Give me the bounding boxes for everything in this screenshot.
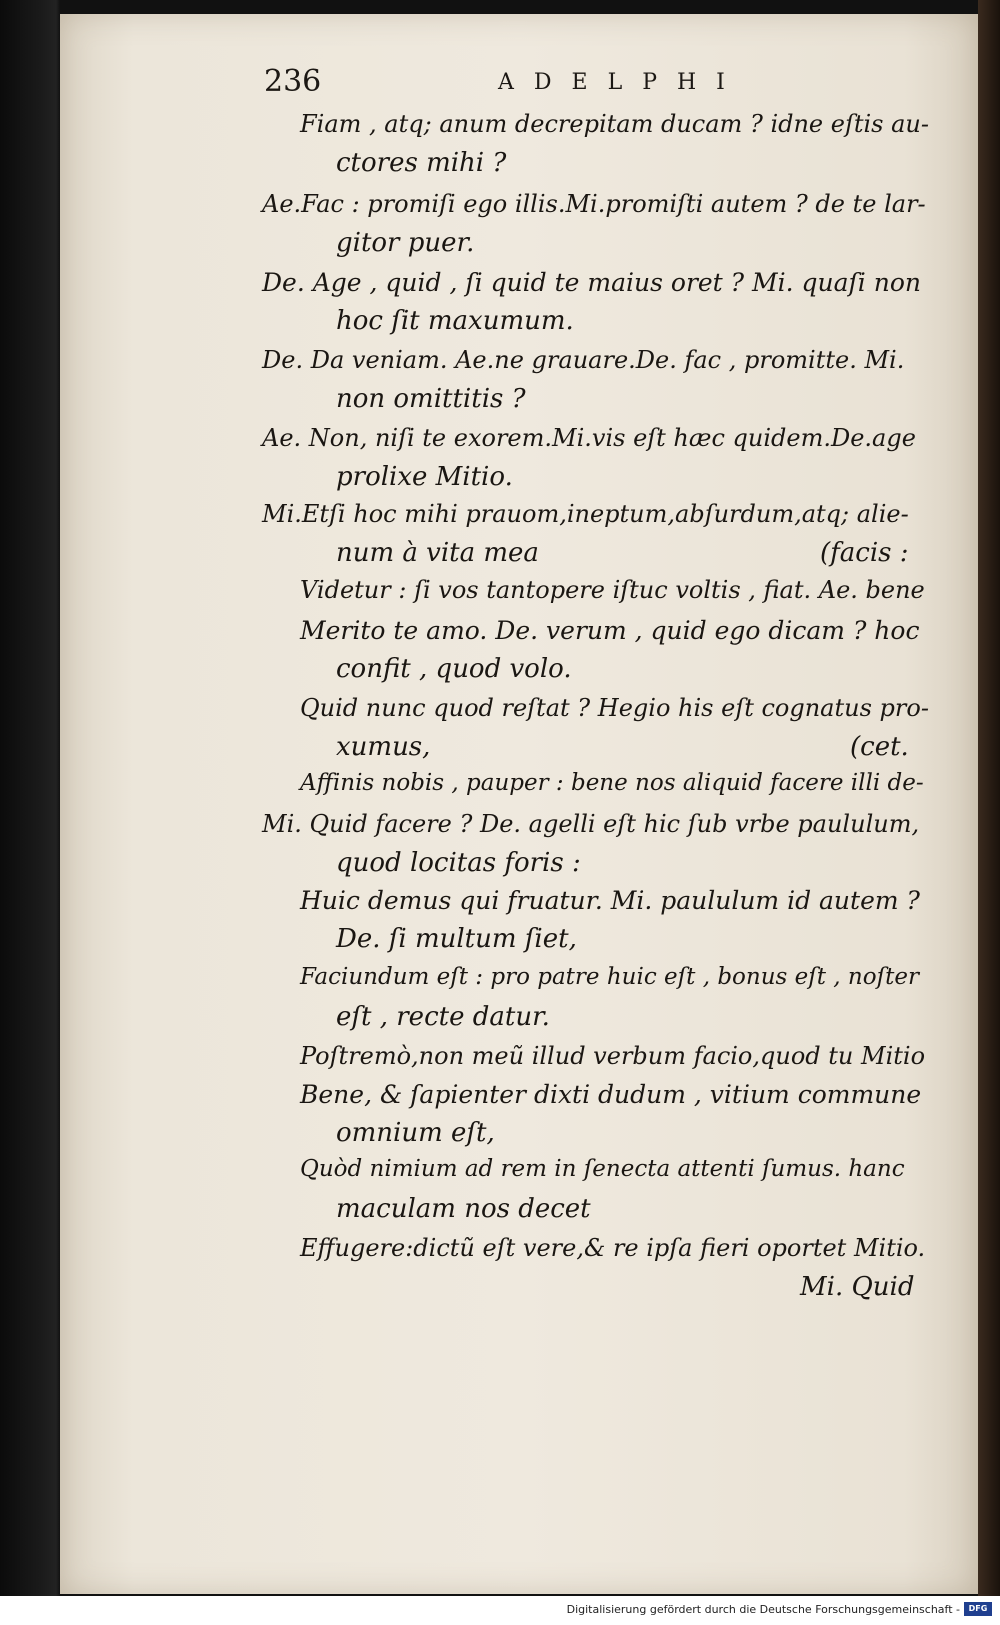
text-line: omnium eſt, [336,1118,495,1148]
catchword: Mi. Quid [800,1272,915,1302]
text-line: Videtur : ſi vos tantopere iſtuc voltis , fiat. Ae. bene [300,576,925,604]
text-line: (cet. [850,732,909,762]
text-line: Quid nunc quod reſtat ? Hegio his eſt cognatus pro- [300,694,929,722]
text-line: prolixe Mitio. [336,462,513,492]
text-line: De. Age , quid , ſi quid te maius oret ? Mi. quaſi non [262,268,921,297]
text-line: De. Da veniam. Ae.ne grauare.De. fac , promitte. Mi. [262,346,905,374]
text-line: xumus, [336,732,431,762]
text-line: Effugere:dictũ eſt vere,& re ipſa fieri oportet Mitio. [300,1234,926,1262]
text-line: quod locitas foris : [336,848,581,878]
page-number: 236 [264,64,322,99]
text-line: hoc ſit maxumum. [336,306,574,336]
text-line: Merito te amo. De. verum , quid ego dicam ? hoc [300,616,920,645]
text-line: Ae. Non, niſi te exorem.Mi.vis eſt hæc quidem.De.age [262,424,916,452]
funding-credit: Digitalisierung gefördert durch die Deutsche Forschungsgemeinschaft - [566,1603,960,1616]
text-line: ctores mihi ? [336,148,507,178]
text-line: Mi. Quid facere ? De. agelli eſt hic ſub vrbe paululum, [262,810,920,838]
text-line: (facis : [820,538,909,568]
text-line: confit , quod volo. [336,654,572,684]
text-line: Faciundum eſt : pro patre huic eſt , bonus eſt , noſter [300,964,919,990]
text-line: Affinis nobis , pauper : bene nos aliquid facere illi de- [300,770,924,796]
text-line: Fiam , atq; anum decrepitam ducam ? idne eſtis au- [300,110,929,138]
text-line: Quòd nimium ad rem in ſenecta attenti ſumus. hanc [300,1156,905,1182]
text-line: Bene, & ſapienter dixti dudum , vitium commune [300,1080,922,1109]
text-line: Huic demus qui fruatur. Mi. paululum id autem ? [300,886,920,915]
text-line: eſt , recte datur. [336,1002,550,1032]
digitization-footer [0,1596,1000,1625]
text-line: maculam nos decet [336,1194,591,1224]
text-line: non omittitis ? [336,384,526,414]
dfg-logo: DFG [964,1602,992,1616]
text-line: De. ſi multum ſiet, [336,924,577,954]
text-line: gitor puer. [336,228,475,258]
book-edge [978,0,1000,1596]
text-line: Poſtremò,non meũ illud verbum facio,quod tu Mitio [300,1042,926,1070]
text-line: Ae.Fac : promiſi ego illis.Mi.promiſti autem ? de te lar- [262,190,926,218]
book-page [60,14,978,1594]
page-header [264,64,964,108]
text-line: Mi.Etſi hoc mihi prauom,ineptum,abſurdum,atq; alie- [262,500,909,528]
running-head: ADELPHI [498,70,745,95]
text-line: num à vita mea [336,538,539,568]
